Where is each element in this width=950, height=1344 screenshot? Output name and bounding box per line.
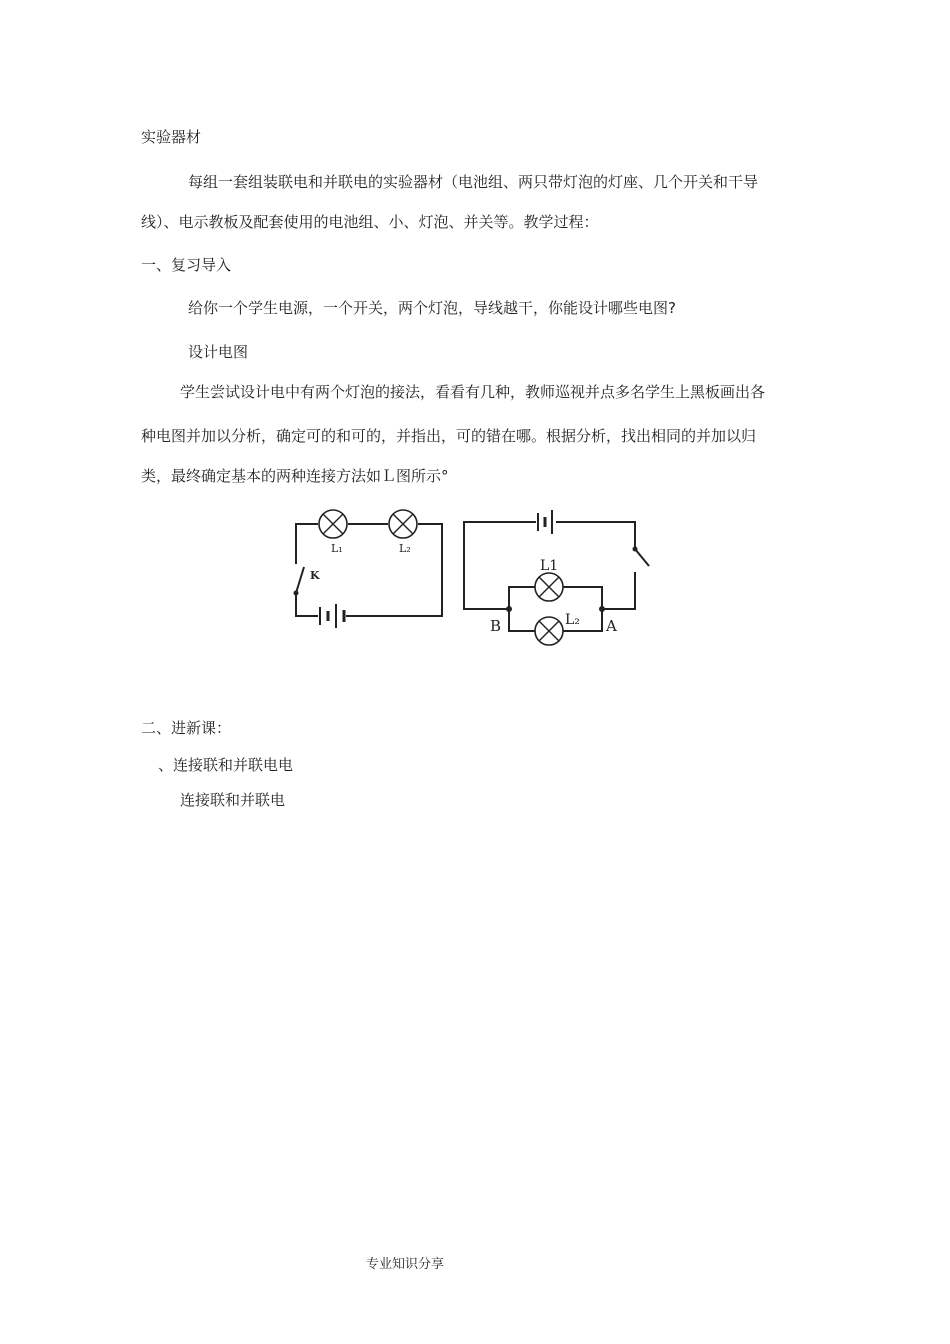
series-lamp-1-label: L₁: [331, 542, 343, 555]
paragraph-line-3: 类，最终确定基本的两种连接方法如Ｌ图所示°: [141, 467, 449, 485]
node-b-dot: [506, 606, 512, 612]
parallel-lamp-1-label: L1: [540, 558, 559, 574]
parallel-switch: [635, 549, 649, 566]
series-lamp-1-icon: [319, 510, 347, 538]
series-switch-label: K: [310, 569, 320, 582]
design-title: 设计电图: [188, 343, 249, 361]
subsection-item: 连接联和并联电: [180, 791, 286, 809]
node-a-label: A: [606, 617, 617, 635]
circuit-diagrams: [280, 500, 660, 660]
equipment-text-line-2: 线）、电示教板及配套使用的电池组、小、灯泡、并关等。教学过程：: [141, 213, 599, 231]
design-question: 给你一个学生电源，一个开关，两个灯泡，导线越干，你能设计哪些电图?: [188, 299, 676, 317]
parallel-switch-pivot: [633, 547, 638, 552]
series-switch: [296, 567, 304, 593]
node-a-dot: [599, 606, 605, 612]
subsection-heading: 、连接联和并联电电: [158, 756, 294, 774]
series-lamp-2-icon: [389, 510, 417, 538]
section-review-heading: 一、复习导入: [141, 256, 232, 274]
paragraph-line-2: 种电图并加以分析，确定可的和可的，并指出，可的错在哪。根据分析，找出相同的并加以归: [141, 427, 757, 445]
section-equipment-heading: 实验器材: [141, 128, 202, 146]
node-b-label: B: [490, 617, 502, 635]
series-lamp-2-label: L₂: [399, 542, 411, 555]
parallel-lamp-1-icon: [535, 573, 563, 601]
series-switch-pivot: [294, 591, 299, 596]
section-new-heading: 二、进新课：: [141, 719, 232, 737]
parallel-lamp-2-icon: [535, 617, 563, 645]
parallel-lamp-2-label: L₂: [565, 612, 580, 628]
equipment-text-line-1: 每组一套组装联电和并联电的实验器材（电池组、两只带灯泡的灯座、几个开关和干导: [188, 173, 759, 191]
page-footer: 专业知识分享: [366, 1257, 445, 1272]
paragraph-line-1: 学生尝试设计电中有两个灯泡的接法，看看有几种，教师巡视并点多名学生上黑板画出各: [180, 383, 766, 401]
